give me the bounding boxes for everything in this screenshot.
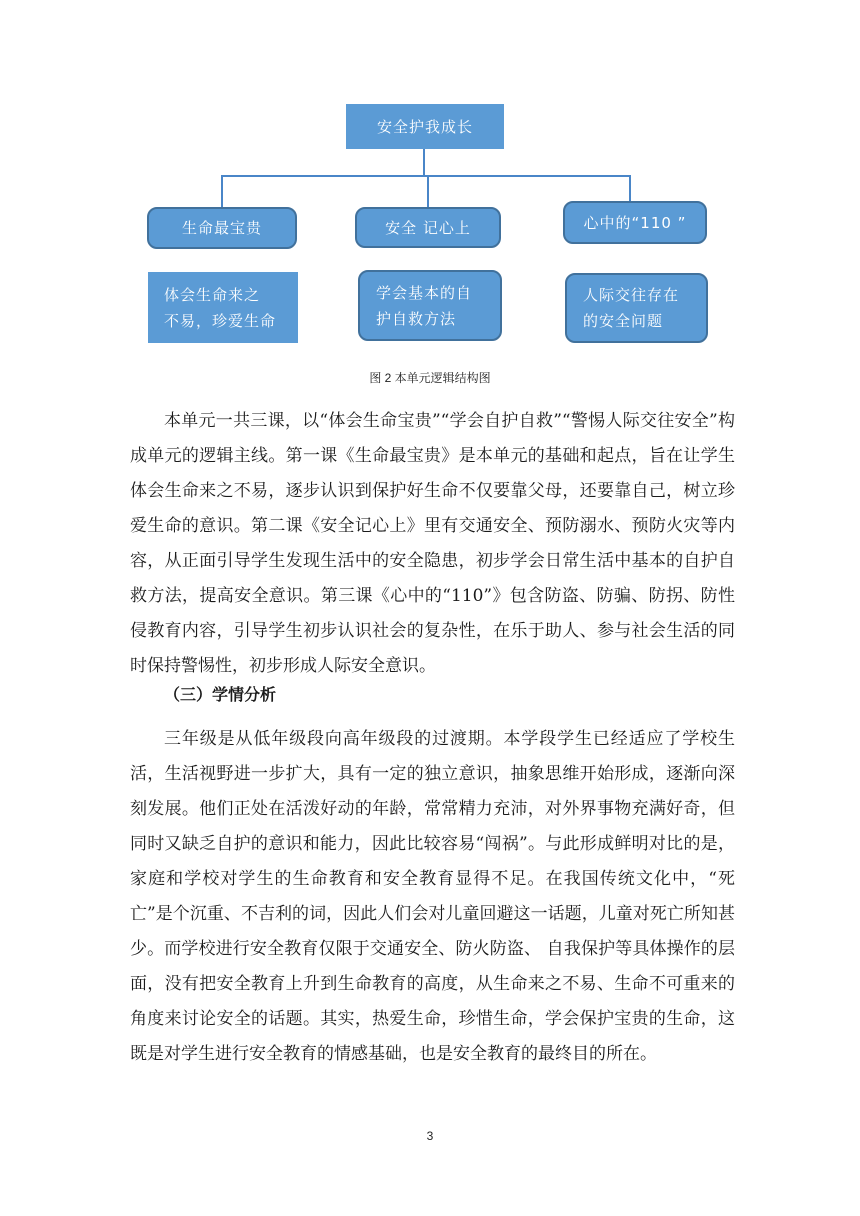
- connector-root-stem: [423, 148, 425, 176]
- branch-node-3: [563, 201, 707, 244]
- branch-detail-3-line-2: 的安全问题: [583, 312, 664, 330]
- connector-horizontal: [221, 175, 631, 177]
- branch-detail-1: [148, 272, 298, 343]
- page-number: 3: [426, 1129, 434, 1143]
- connector-branch-3: [629, 175, 631, 202]
- diagram-root-node: [346, 104, 504, 149]
- branch-detail-2-line-2: 护自救方法: [376, 309, 457, 328]
- branch-detail-3-line-1: 人际交往存在: [583, 286, 680, 304]
- connector-branch-1: [221, 175, 223, 208]
- branch-title-3: 心中的“110 ”: [583, 213, 687, 232]
- diagram-root-label: 安全护我成长: [376, 117, 473, 136]
- connector-branch-2: [427, 175, 429, 208]
- branch-detail-2-line-1: 学会基本的自: [376, 283, 473, 302]
- paragraph-student-analysis: 三年级是从低年级段向高年级段的过渡期。本学段学生已经适应了学校生活，生活视野进一步扩大，具有一定的独立意识，抽象思维开始形成，逐渐向深刻发展。他们正处在活泼好动的年龄，常常精力充沛，对外界事物充满好奇，但同时又缺乏自护的意识和能力，因此比较容易“闯祸”。与此形成鲜明对比的是，家庭和学校对学生的生命教育和安全教育显得不足。在我国传统文化中，“死亡”是个沉重、不吉利的词，因此人们会对儿童回避这一话题，儿童对死亡所知甚少。而学校进行安全教育仅限于交通安全、防火防盗、 自我保护等具体操作的层面，没有把安全教育上升到生命教育的高度，从生命来之不易、生命不可重来的角度来讨论安全的话题。其实，热爱生命，珍惜生命，学会保护宝贵的生命，这既是对学生进行安全教育的情感基础，也是安全教育的最终目的所在。: [130, 729, 735, 1064]
- section-heading: （三）学情分析: [164, 685, 277, 704]
- figure-caption: 图 2 本单元逻辑结构图: [369, 371, 491, 385]
- paragraph-unit-logic: 本单元一共三课，以“体会生命宝贵”“学会自护自救”“警惕人际交往安全”构成单元的逻辑主线。第一课《生命最宝贵》是本单元的基础和起点，旨在让学生体会生命来之不易，逐步认识到保护好生命不仅要靠父母，还要靠自己，树立珍爱生命的意识。第二课《安全记心上》里有交通安全、预防溺水、预防火灾等内容，从正面引导学生发现生活中的安全隐患，初步学会日常生活中基本的自护自救方法，提高安全意识。第三课《心中的“110”》包含防盗、防骗、防拐、防性侵教育内容，引导学生初步认识社会的复杂性，在乐于助人、参与社会生活的同时保持警惕性，初步形成人际安全意识。: [130, 411, 735, 676]
- branch-detail-2: [358, 270, 502, 341]
- branch-detail-1-line-2: 不易，珍爱生命: [164, 311, 277, 330]
- logic-structure-diagram: [0, 0, 860, 360]
- branch-node-2: [355, 207, 501, 248]
- branch-title-1: 生命最宝贵: [181, 219, 262, 237]
- branch-detail-1-line-1: 体会生命来之: [164, 285, 261, 304]
- branch-node-1: [147, 207, 297, 249]
- branch-detail-3: [565, 273, 708, 343]
- branch-title-2: 安全 记心上: [385, 218, 471, 237]
